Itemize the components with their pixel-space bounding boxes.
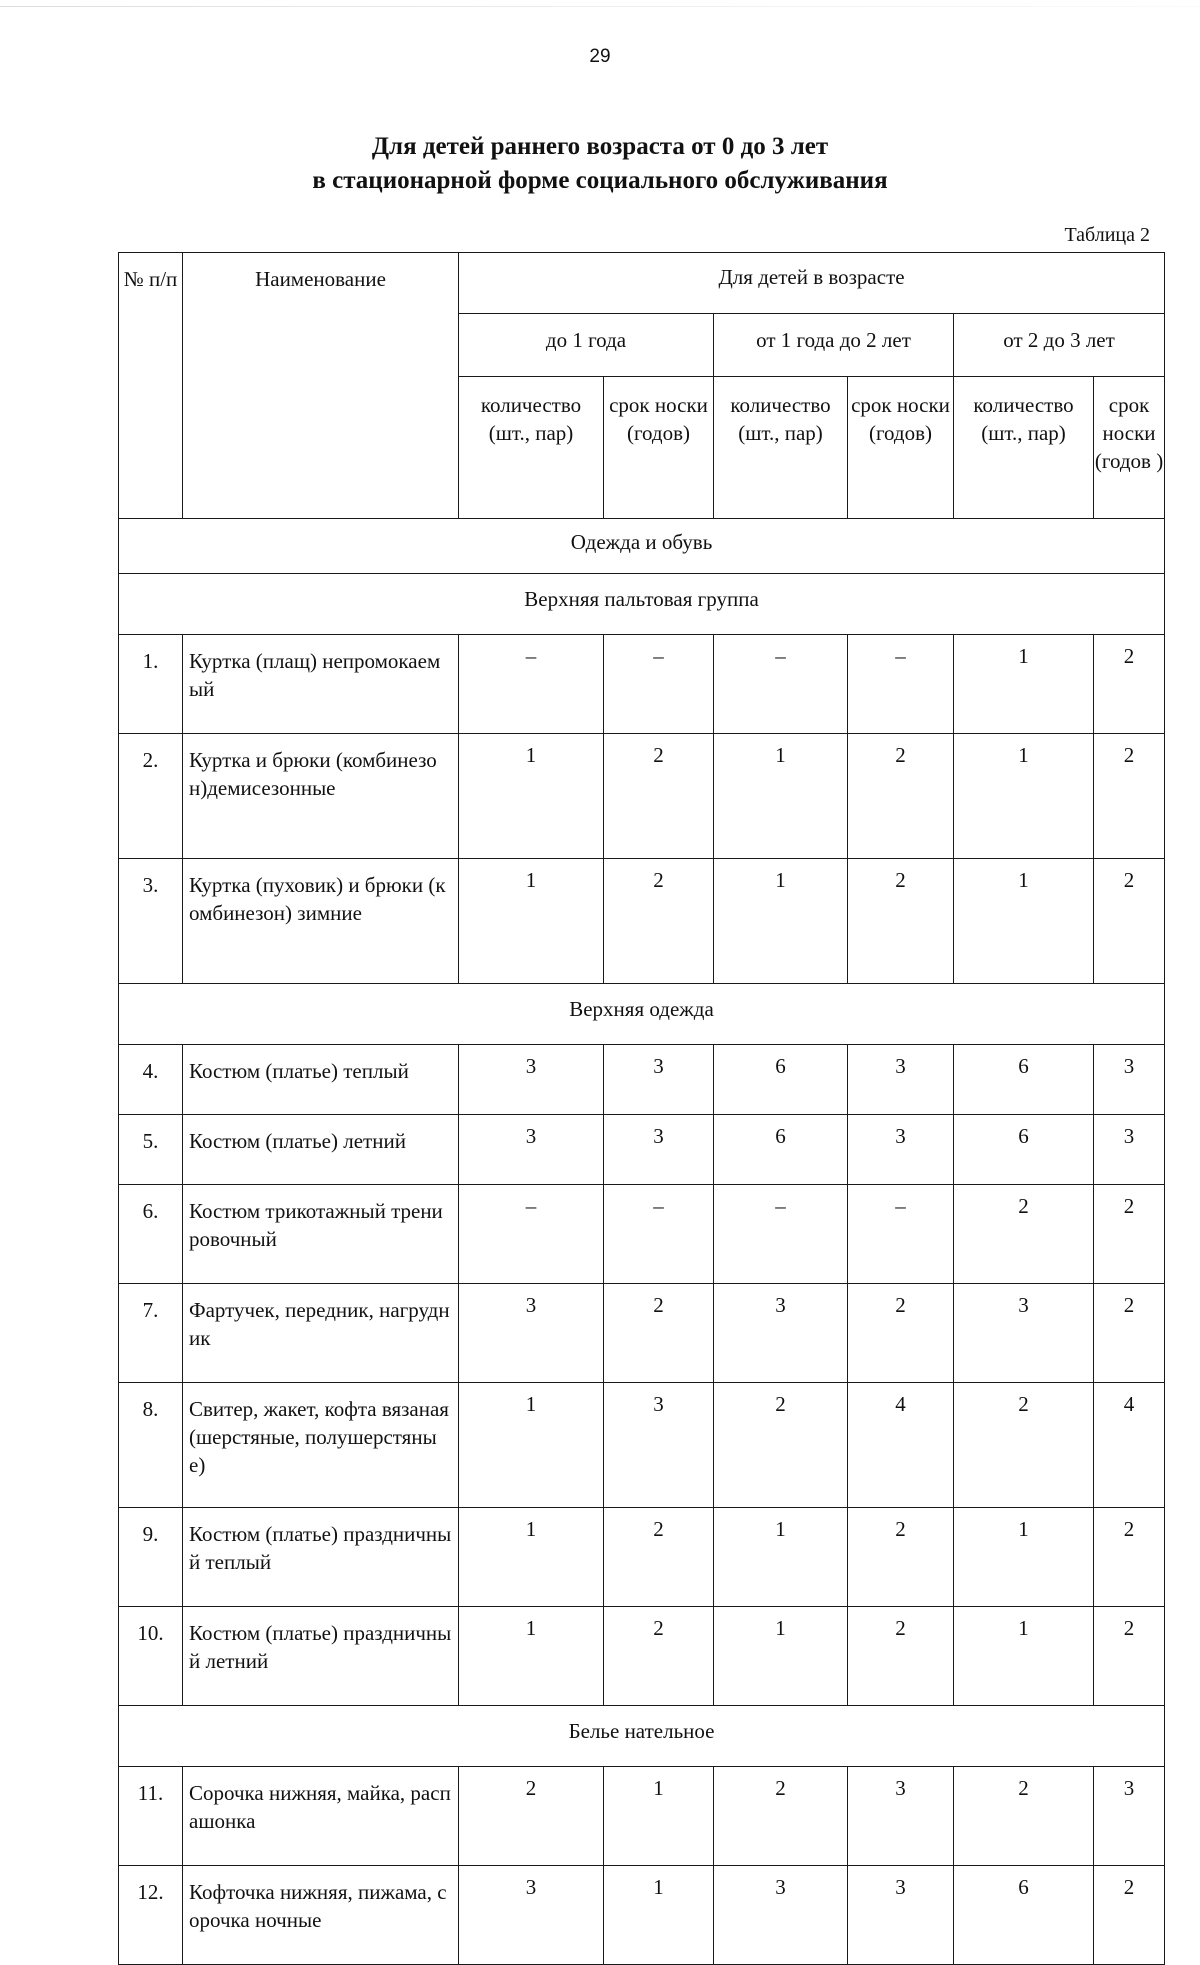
header-term-1: срок носки (годов) xyxy=(604,377,714,519)
document-title xyxy=(0,130,1200,198)
row-value: 2 xyxy=(714,1383,848,1508)
row-value: 2 xyxy=(1094,1866,1165,1965)
row-value: 3 xyxy=(604,1383,714,1508)
row-value: 2 xyxy=(604,734,714,859)
title-line-2: в стационарной форме социального обслуживания xyxy=(312,167,888,194)
row-value: 2 xyxy=(604,1284,714,1383)
row-name: Куртка и брюки (комбинезон)демисезонные xyxy=(183,734,459,859)
header-term-3: срок носки (годов ) xyxy=(1094,377,1165,519)
row-value: 1 xyxy=(954,859,1094,984)
row-num: 12. xyxy=(119,1866,183,1965)
row-value: 1 xyxy=(714,734,848,859)
row-value: 2 xyxy=(954,1767,1094,1866)
row-value: 1 xyxy=(459,859,604,984)
row-num: 9. xyxy=(119,1508,183,1607)
row-value: 2 xyxy=(848,1607,954,1706)
row-value: 1 xyxy=(954,1508,1094,1607)
row-value: 2 xyxy=(604,1607,714,1706)
row-value: 3 xyxy=(1094,1767,1165,1866)
header-name: Наименование xyxy=(183,253,459,519)
row-value: 1 xyxy=(714,1508,848,1607)
row-value: 2 xyxy=(1094,1284,1165,1383)
table-row xyxy=(119,1383,1165,1508)
row-value: 3 xyxy=(459,1284,604,1383)
header-term-2: срок носки (годов) xyxy=(848,377,954,519)
row-value: 3 xyxy=(848,1866,954,1965)
row-value: 2 xyxy=(604,1508,714,1607)
header-num: № п/п xyxy=(119,253,183,519)
row-name: Куртка (плащ) непромокаемый xyxy=(183,635,459,734)
row-num: 5. xyxy=(119,1115,183,1185)
row-value: 6 xyxy=(954,1866,1094,1965)
table-row xyxy=(119,1284,1165,1383)
row-value: 3 xyxy=(1094,1115,1165,1185)
row-value: 1 xyxy=(714,1607,848,1706)
row-value: 3 xyxy=(848,1767,954,1866)
row-value: 4 xyxy=(848,1383,954,1508)
row-value: 2 xyxy=(1094,1508,1165,1607)
section-outerwear: Верхняя одежда xyxy=(119,984,1165,1045)
row-value: – xyxy=(604,635,714,734)
row-value: – xyxy=(714,1185,848,1284)
row-name: Костюм (платье) праздничный теплый xyxy=(183,1508,459,1607)
table-label: Таблица 2 xyxy=(1064,224,1150,246)
row-name: Куртка (пуховик) и брюки (комбинезон) зимние xyxy=(183,859,459,984)
row-value: 2 xyxy=(1094,1607,1165,1706)
row-value: 6 xyxy=(954,1115,1094,1185)
table-row xyxy=(119,1767,1165,1866)
header-age-group: Для детей в возрасте xyxy=(459,253,1165,314)
header-group-2: от 1 года до 2 лет xyxy=(714,314,954,377)
header-qty-3: количество (шт., пар) xyxy=(954,377,1094,519)
row-value: 3 xyxy=(459,1045,604,1115)
row-value: – xyxy=(459,1185,604,1284)
row-value: 2 xyxy=(954,1185,1094,1284)
row-name: Сорочка нижняя, майка, распашонка xyxy=(183,1767,459,1866)
row-value: 1 xyxy=(604,1866,714,1965)
row-value: 2 xyxy=(1094,859,1165,984)
row-value: 3 xyxy=(604,1115,714,1185)
row-name: Костюм (платье) летний xyxy=(183,1115,459,1185)
row-value: 2 xyxy=(848,1508,954,1607)
row-value: 3 xyxy=(848,1115,954,1185)
section-outer-coat: Верхняя пальтовая группа xyxy=(119,574,1165,635)
row-value: 6 xyxy=(954,1045,1094,1115)
scan-edge-line xyxy=(0,6,1200,7)
row-num: 11. xyxy=(119,1767,183,1866)
table-row xyxy=(119,1508,1165,1607)
table-row xyxy=(119,635,1165,734)
row-value: 1 xyxy=(954,1607,1094,1706)
table-row xyxy=(119,1866,1165,1965)
row-value: 1 xyxy=(604,1767,714,1866)
row-num: 8. xyxy=(119,1383,183,1508)
section-row xyxy=(119,1706,1165,1767)
section-underwear: Белье нательное xyxy=(119,1706,1165,1767)
header-group-1: до 1 года xyxy=(459,314,714,377)
table-row xyxy=(119,1115,1165,1185)
page-number: 29 xyxy=(589,46,611,67)
title-line-1: Для детей раннего возраста от 0 до 3 лет xyxy=(371,133,829,160)
header-qty-1: количество (шт., пар) xyxy=(459,377,604,519)
row-value: 2 xyxy=(848,859,954,984)
row-name: Фартучек, передник, нагрудник xyxy=(183,1284,459,1383)
row-name: Костюм трикотажный тренировочный xyxy=(183,1185,459,1284)
row-value: 6 xyxy=(714,1115,848,1185)
row-value: 3 xyxy=(604,1045,714,1115)
header-qty-2: количество (шт., пар) xyxy=(714,377,848,519)
row-value: 1 xyxy=(459,734,604,859)
row-num: 4. xyxy=(119,1045,183,1115)
row-value: – xyxy=(848,635,954,734)
row-value: 2 xyxy=(714,1767,848,1866)
table-row xyxy=(119,1045,1165,1115)
row-value: – xyxy=(714,635,848,734)
table-row xyxy=(119,734,1165,859)
table-row xyxy=(119,1185,1165,1284)
row-value: 3 xyxy=(714,1284,848,1383)
row-value: 2 xyxy=(848,1284,954,1383)
row-value: 3 xyxy=(1094,1045,1165,1115)
section-row xyxy=(119,574,1165,635)
row-value: 2 xyxy=(848,734,954,859)
row-num: 6. xyxy=(119,1185,183,1284)
row-value: 2 xyxy=(1094,635,1165,734)
row-name: Кофточка нижняя, пижама, сорочка ночные xyxy=(183,1866,459,1965)
section-row xyxy=(119,984,1165,1045)
row-value: 2 xyxy=(459,1767,604,1866)
row-value: 6 xyxy=(714,1045,848,1115)
row-num: 3. xyxy=(119,859,183,984)
row-value: – xyxy=(848,1185,954,1284)
row-name: Свитер, жакет, кофта вязаная (шерстяные, полушерстяные) xyxy=(183,1383,459,1508)
table-row xyxy=(119,1607,1165,1706)
section-clothes: Одежда и обувь xyxy=(119,519,1165,574)
row-value: 1 xyxy=(954,734,1094,859)
row-num: 1. xyxy=(119,635,183,734)
header-group-3: от 2 до 3 лет xyxy=(954,314,1165,377)
row-value: – xyxy=(459,635,604,734)
row-value: 1 xyxy=(459,1607,604,1706)
row-value: 1 xyxy=(459,1383,604,1508)
row-value: 3 xyxy=(459,1866,604,1965)
section-row xyxy=(119,519,1165,574)
row-value: 3 xyxy=(954,1284,1094,1383)
row-num: 10. xyxy=(119,1607,183,1706)
row-value: 2 xyxy=(1094,1185,1165,1284)
header-row-1 xyxy=(119,253,1165,314)
row-value: 2 xyxy=(604,859,714,984)
row-value: 3 xyxy=(459,1115,604,1185)
row-value: 1 xyxy=(714,859,848,984)
row-value: 3 xyxy=(714,1866,848,1965)
row-value: 2 xyxy=(1094,734,1165,859)
row-num: 7. xyxy=(119,1284,183,1383)
row-name: Костюм (платье) праздничный летний xyxy=(183,1607,459,1706)
norms-table xyxy=(118,252,1165,1965)
row-value: – xyxy=(604,1185,714,1284)
row-value: 2 xyxy=(954,1383,1094,1508)
row-value: 4 xyxy=(1094,1383,1165,1508)
row-value: 1 xyxy=(459,1508,604,1607)
row-value: 3 xyxy=(848,1045,954,1115)
row-name: Костюм (платье) теплый xyxy=(183,1045,459,1115)
table-row xyxy=(119,859,1165,984)
row-value: 1 xyxy=(954,635,1094,734)
row-num: 2. xyxy=(119,734,183,859)
